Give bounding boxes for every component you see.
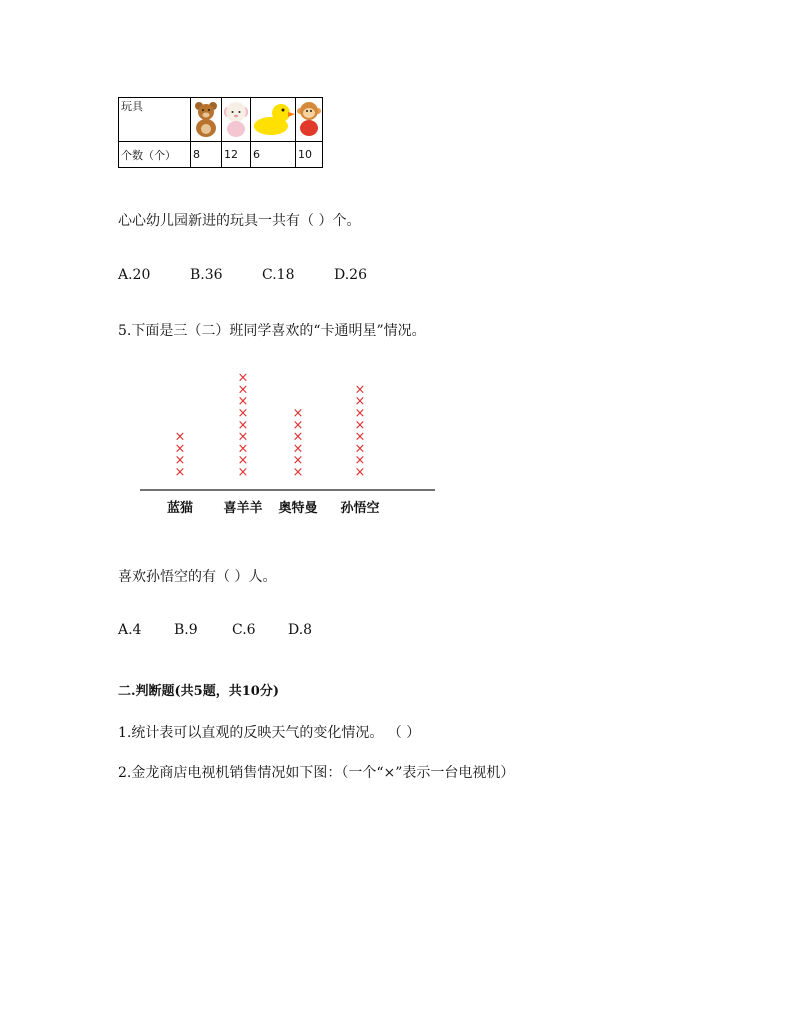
count-cell: 10	[296, 142, 323, 168]
judge-item-1: 1.统计表可以直观的反映天气的变化情况。 （ ）	[118, 725, 421, 741]
q5-options	[118, 622, 312, 638]
x-mark: ×	[354, 429, 366, 445]
rubber-duck-icon	[251, 98, 296, 142]
option-a: A.20	[118, 267, 151, 283]
x-mark: ×	[292, 465, 304, 480]
monkey-doll-icon	[296, 98, 323, 142]
x-mark: ×	[354, 441, 366, 457]
option-d: D.26	[334, 267, 367, 283]
teddy-bear-icon	[191, 98, 222, 142]
x-mark: ×	[237, 465, 249, 480]
x-mark: ×	[354, 417, 366, 433]
option-a: A.4	[118, 622, 142, 638]
category-label: 喜羊羊	[223, 501, 263, 516]
x-mark: ×	[354, 465, 366, 480]
x-mark: ×	[237, 370, 249, 386]
x-mark: ×	[292, 441, 304, 457]
judge-item-2: 2.金龙商店电视机销售情况如下图：（一个“×”表示一台电视机）	[118, 765, 515, 781]
x-mark: ×	[292, 406, 304, 421]
x-mark: ×	[354, 406, 366, 421]
x-mark: ×	[174, 441, 186, 457]
x-mark: ×	[354, 453, 366, 469]
count-cell: 8	[191, 142, 222, 168]
x-mark: ×	[237, 406, 249, 421]
x-mark: ×	[237, 394, 249, 410]
x-mark: ×	[237, 382, 249, 398]
option-c: C.18	[262, 267, 295, 283]
row1-label: 玩具	[119, 98, 191, 142]
row2-label: 个数（个）	[119, 142, 191, 168]
category-label: 奥特曼	[278, 501, 318, 516]
pictograph-chart	[135, 365, 440, 525]
x-mark: ×	[174, 453, 186, 469]
x-mark: ×	[292, 453, 304, 469]
x-mark: ×	[237, 453, 249, 469]
x-mark: ×	[354, 394, 366, 410]
option-b: B.36	[190, 267, 223, 283]
x-mark: ×	[237, 417, 249, 433]
count-cell: 12	[222, 142, 251, 168]
q4-question: 心心幼儿园新进的玩具一共有（ ）个。	[118, 213, 361, 229]
x-mark: ×	[292, 417, 304, 433]
option-c: C.6	[232, 622, 256, 638]
section-heading: 二.判断题(共5题，共10分)	[118, 684, 279, 699]
q4-options	[118, 267, 367, 283]
q5-title: 5.下面是三（二）班同学喜欢的“卡通明星”情况。	[118, 323, 426, 339]
x-mark: ×	[354, 382, 366, 398]
x-mark: ×	[237, 441, 249, 457]
x-mark: ×	[292, 429, 304, 445]
q5-question: 喜欢孙悟空的有（ ）人。	[118, 569, 277, 585]
option-d: D.8	[288, 622, 313, 638]
toy-table	[118, 97, 323, 168]
option-b: B.9	[174, 622, 198, 638]
category-label: 孙悟空	[340, 501, 380, 516]
x-mark: ×	[174, 429, 186, 445]
sheep-doll-icon	[222, 98, 251, 142]
x-mark: ×	[237, 429, 249, 445]
x-mark: ×	[174, 465, 186, 480]
category-label: 蓝猫	[166, 501, 194, 516]
count-cell: 6	[251, 142, 296, 168]
